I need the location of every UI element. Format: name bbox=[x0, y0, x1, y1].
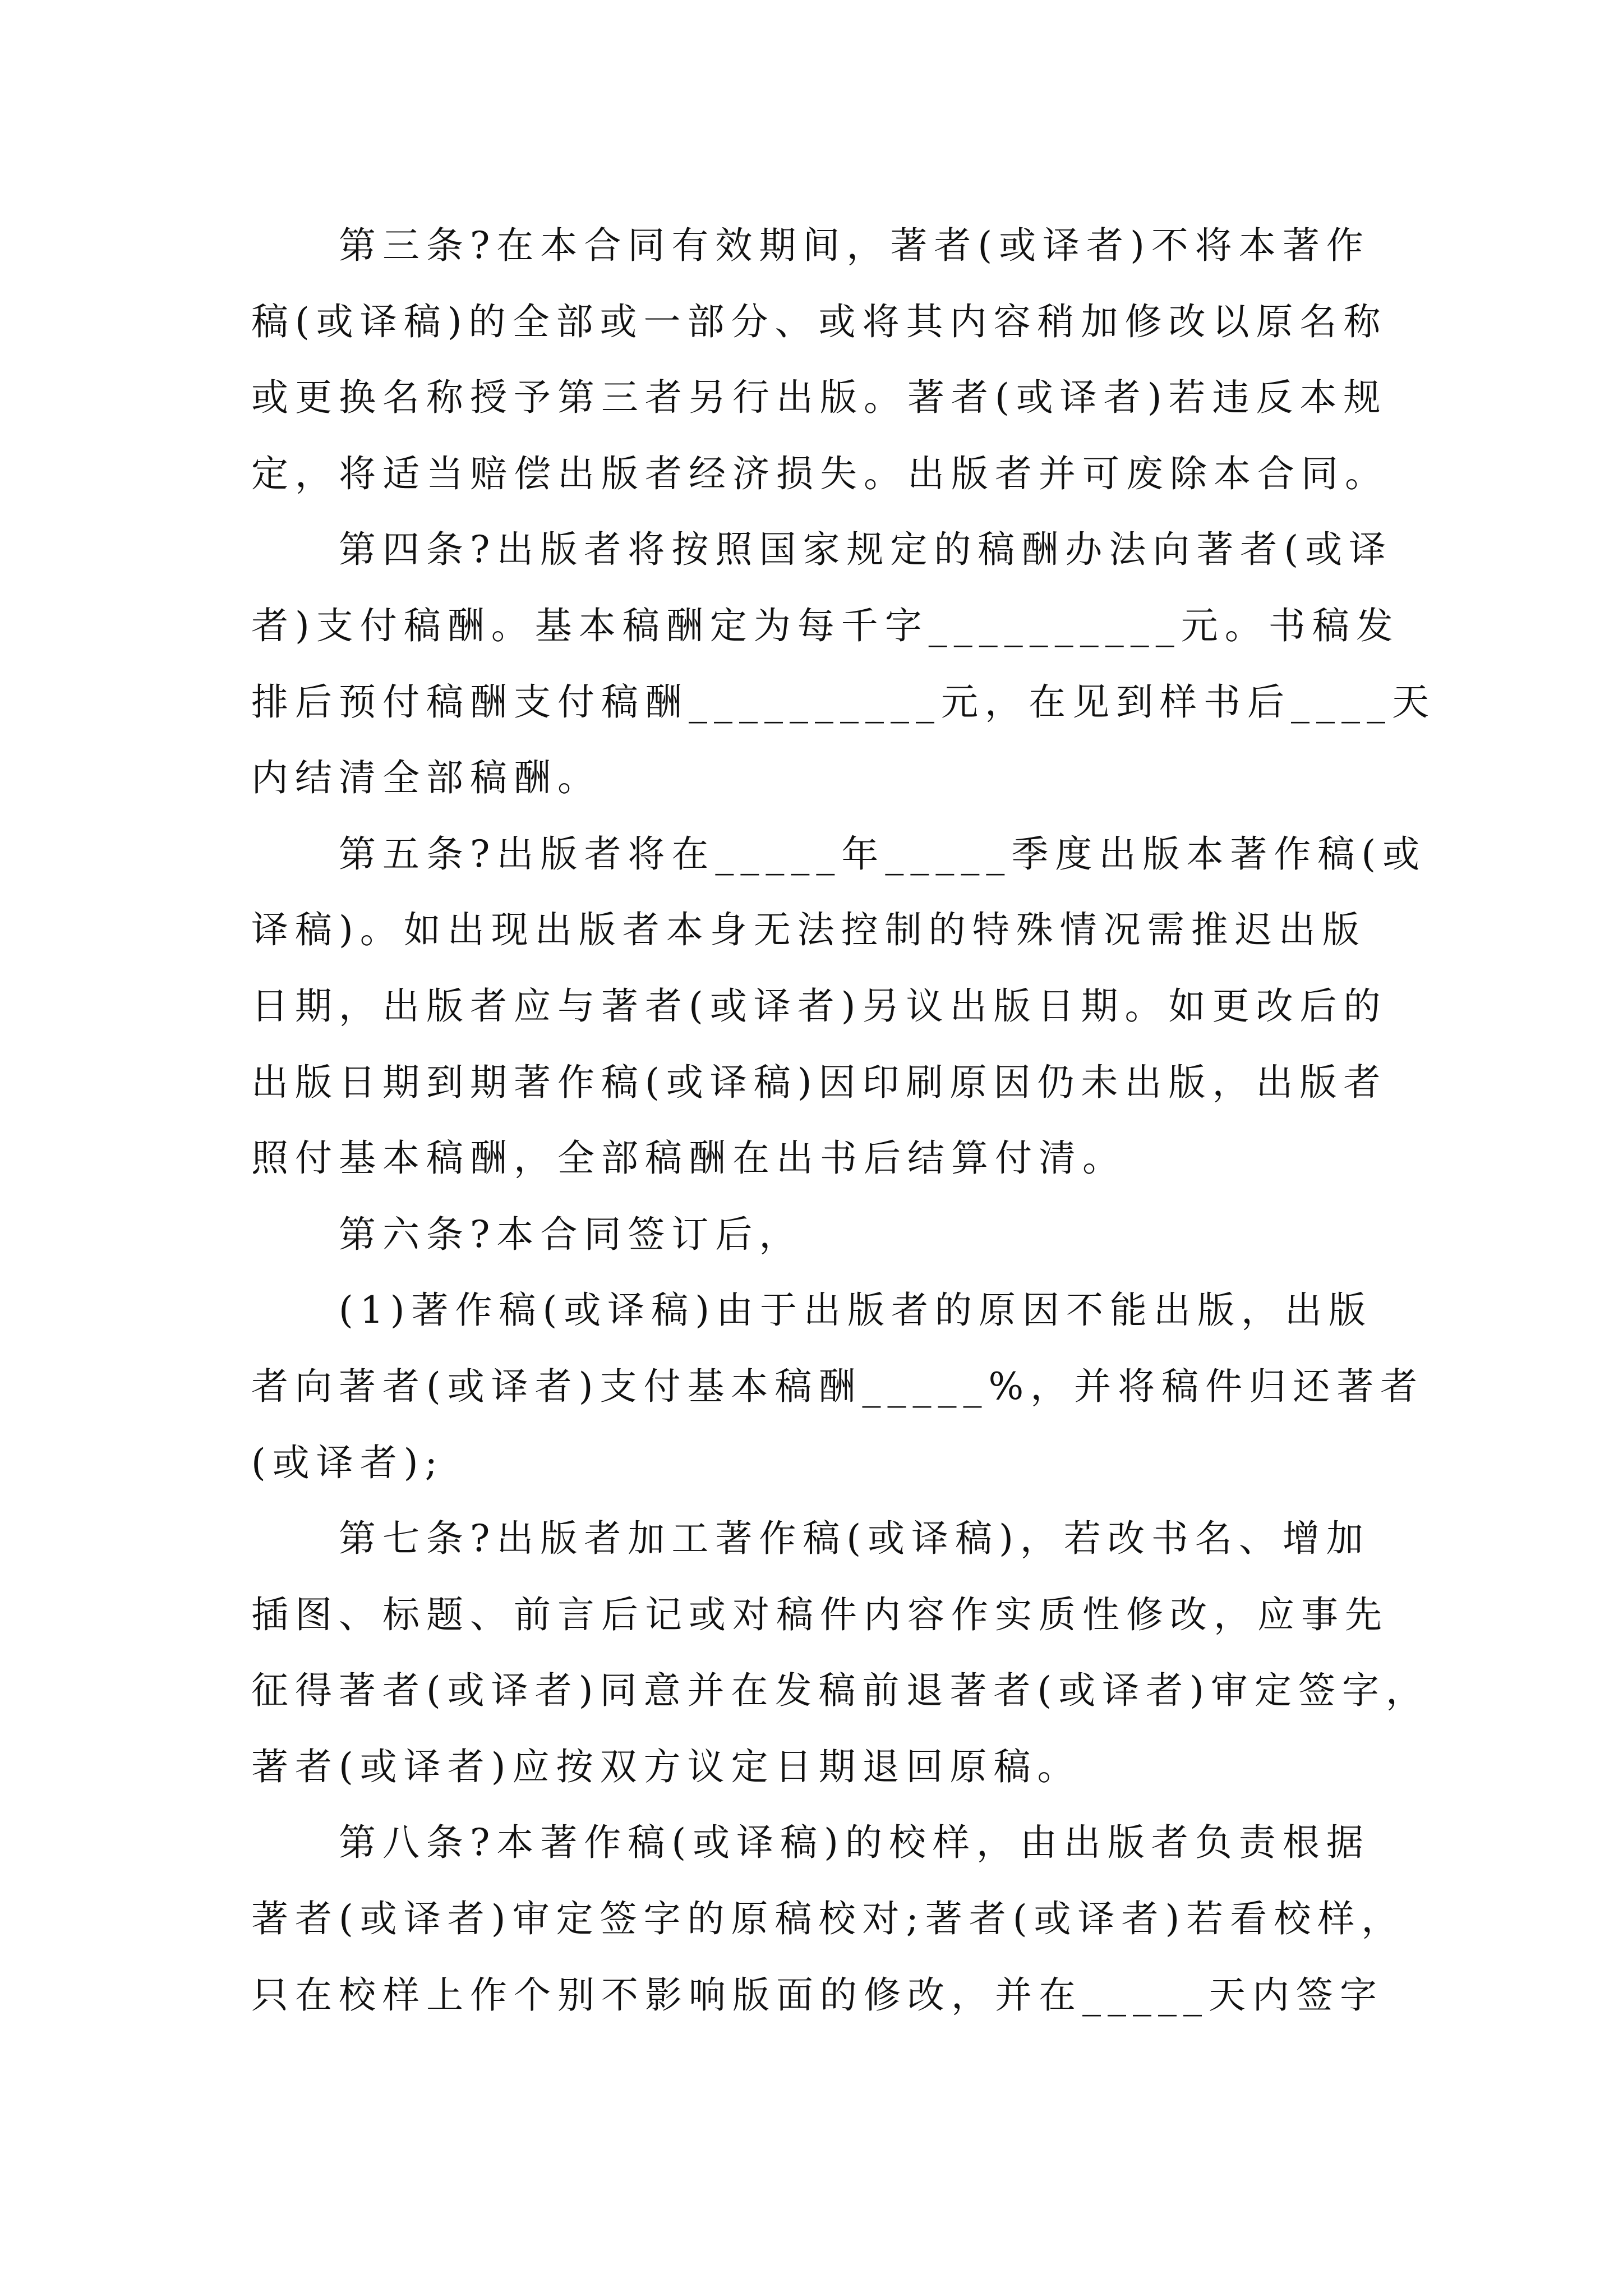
text-line: (或译者); bbox=[251, 1441, 444, 1484]
text-line: 译稿)。如出现出版者本身无法控制的特殊情况需推迟出版 bbox=[251, 908, 1366, 952]
text-line: 者向著者(或译者)支付基本稿酬_____%，并将稿件归还著者 bbox=[251, 1364, 1424, 1408]
text-line: 日期，出版者应与著者(或译者)另议出版日期。如更改后的 bbox=[251, 984, 1387, 1028]
text-line: 第七条?出版者加工著作稿(或译稿)，若改书名、增加 bbox=[339, 1517, 1370, 1561]
text-line: (1)著作稿(或译稿)由于出版者的原因不能出版，出版 bbox=[339, 1289, 1372, 1332]
article-6-item-1-paragraph bbox=[251, 1272, 1541, 1501]
text-line: 稿(或译稿)的全部或一部分、或将其内容稍加修改以原名称 bbox=[251, 300, 1387, 343]
text-line: 征得著者(或译者)同意并在发稿前退著者(或译者)审定签字， bbox=[251, 1669, 1430, 1713]
text-line: 内结清全部稿酬。 bbox=[251, 756, 601, 800]
text-line: 著者(或译者)审定签字的原稿校对;著者(或译者)若看校样， bbox=[251, 1897, 1405, 1941]
text-line: 第四条?出版者将按照国家规定的稿酬办法向著者(或译 bbox=[339, 528, 1393, 572]
text-line: 或更换名称授予第三者另行出版。著者(或译者)若违反本规 bbox=[251, 376, 1387, 420]
article-8-paragraph bbox=[251, 1805, 1541, 2033]
text-line: 第八条?本著作稿(或译稿)的校样，由出版者负责根据 bbox=[339, 1821, 1370, 1865]
text-line: 排后预付稿酬支付稿酬__________元，在见到样书后____天 bbox=[251, 680, 1436, 724]
text-line: 定，将适当赔偿出版者经济损失。出版者并可废除本合同。 bbox=[251, 452, 1389, 495]
article-7-paragraph bbox=[251, 1501, 1541, 1805]
text-line: 者)支付稿酬。基本稿酬定为每千字__________元。书稿发 bbox=[251, 604, 1400, 647]
text-line: 照付基本稿酬，全部稿酬在出书后结算付清。 bbox=[251, 1137, 1126, 1180]
text-line: 第五条?出版者将在_____年_____季度出版本著作稿(或 bbox=[339, 832, 1427, 876]
text-line: 出版日期到期著作稿(或译稿)因印刷原因仍未出版，出版者 bbox=[251, 1060, 1387, 1104]
article-3-paragraph bbox=[251, 208, 1541, 512]
article-5-paragraph bbox=[251, 816, 1541, 1197]
article-6-paragraph bbox=[251, 1197, 1541, 1273]
text-line: 第六条?本合同签订后， bbox=[339, 1212, 803, 1256]
text-line: 著者(或译者)应按双方议定日期退回原稿。 bbox=[251, 1745, 1081, 1788]
contract-body bbox=[251, 208, 1541, 2033]
text-line: 插图、标题、前言后记或对稿件内容作实质性修改，应事先 bbox=[251, 1593, 1389, 1636]
text-line: 第三条?在本合同有效期间，著者(或译者)不将本著作 bbox=[339, 224, 1370, 267]
text-line: 只在校样上作个别不影响版面的修改，并在_____天内签字 bbox=[251, 1973, 1384, 2017]
article-4-paragraph bbox=[251, 512, 1541, 816]
